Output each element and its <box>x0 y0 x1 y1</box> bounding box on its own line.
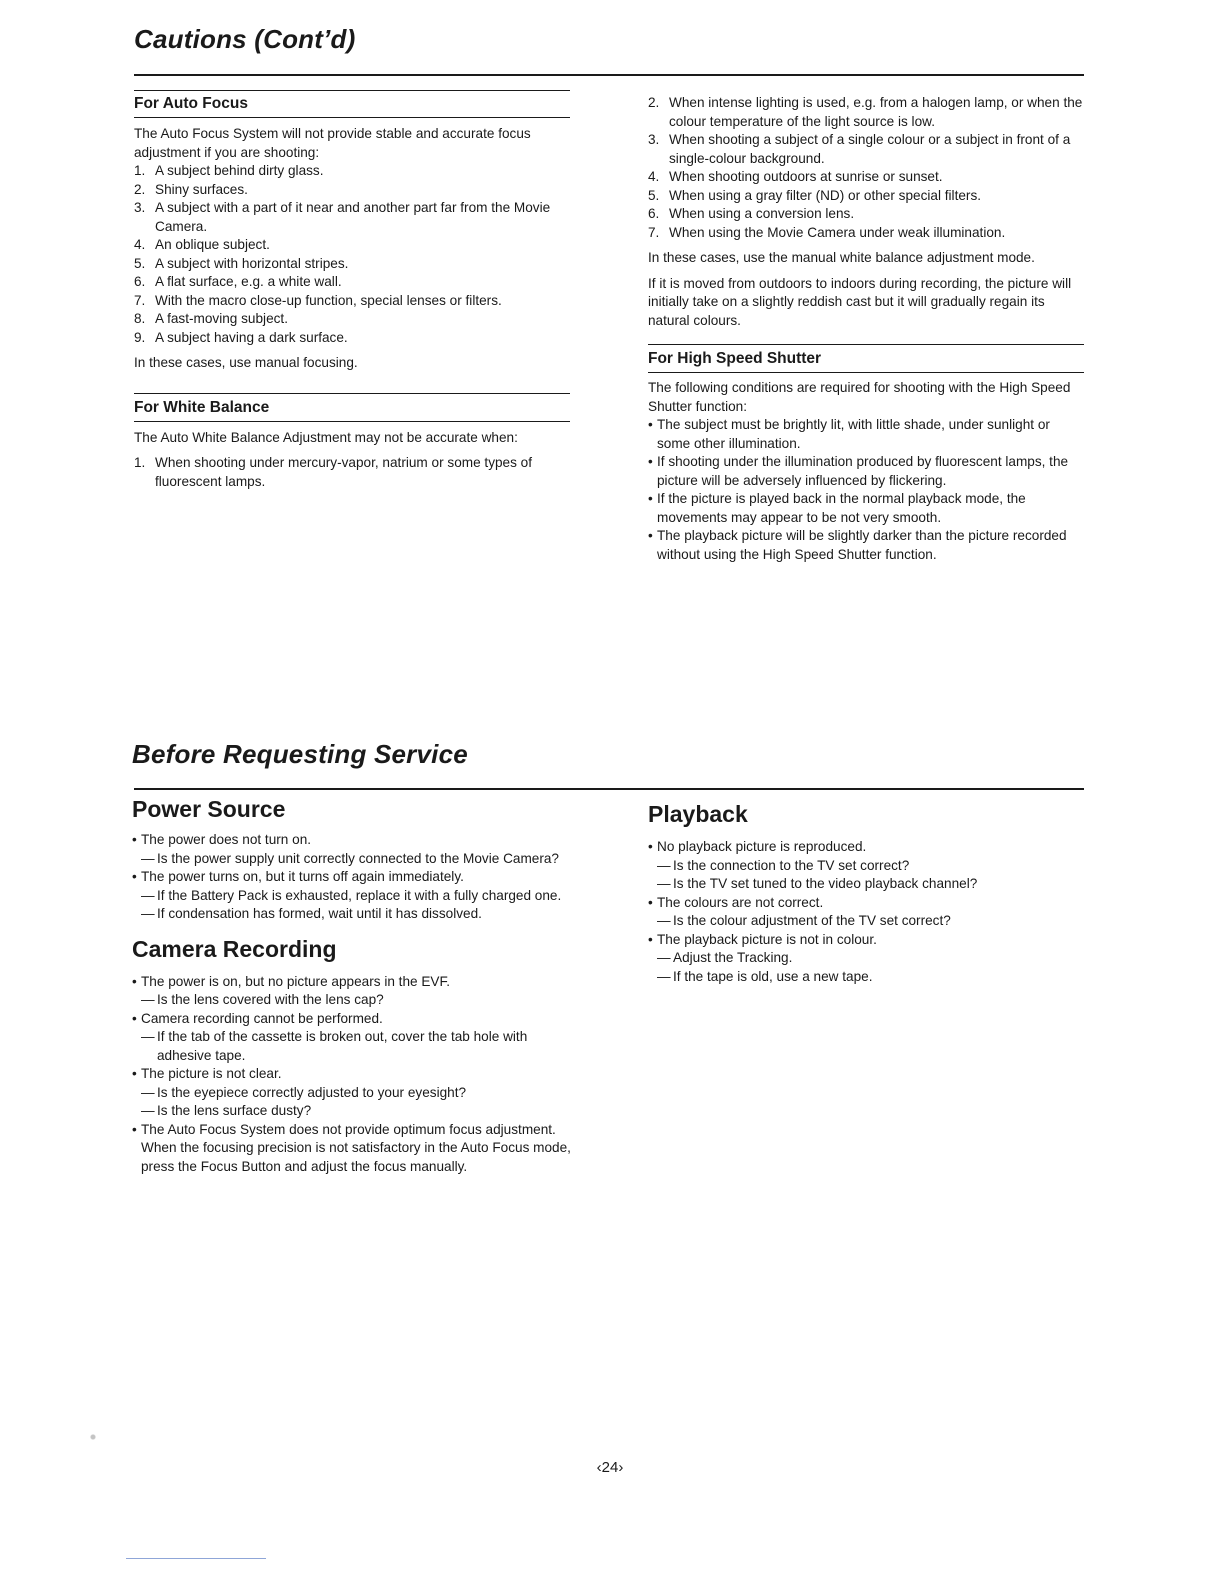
list-item: — Is the power supply unit correctly connected to the Movie Camera? <box>141 850 559 866</box>
white-balance-outro-1: In these cases, use the manual white balance adjustment mode. <box>648 250 1035 265</box>
focus-note: When the focusing precision is not satisfactory in the Auto Focus mode, press the Focus Button and adjust the focus manually. <box>141 1140 571 1174</box>
list-item: 6. A flat surface, e.g. a white wall. <box>134 274 342 289</box>
list-item: — If the tape is old, use a new tape. <box>657 968 873 984</box>
list-item: 5. A subject with horizontal stripes. <box>134 255 349 271</box>
list-item: 7. When using the Movie Camera under weak illumination. <box>648 224 1006 240</box>
list-item: — Is the lens covered with the lens cap? <box>141 992 384 1007</box>
service-left-column <box>132 796 572 1176</box>
service-title: Before Requesting Service <box>132 739 468 769</box>
list-item: — If the Battery Pack is exhausted, replace it with a fully charged one. <box>141 887 562 903</box>
page-number: ‹24› <box>596 1459 624 1476</box>
white-balance-heading: For White Balance <box>134 398 270 416</box>
list-item: 7. With the macro close-up function, special lenses or filters. <box>134 292 502 308</box>
high-speed-intro: The following conditions are required for shooting with the High Speed Shutter function: <box>648 380 1071 414</box>
list-item: • The subject must be brightly lit, with little shade, under sunlight or some other illumination. <box>648 416 1084 453</box>
white-balance-intro: The Auto White Balance Adjustment may not be accurate when: <box>134 429 518 445</box>
auto-focus-list <box>134 162 570 347</box>
list-item: 4. An oblique subject. <box>134 237 270 252</box>
cautions-right-column <box>648 94 1084 564</box>
white-balance-under-rule <box>134 421 570 422</box>
list-item: 1. When shooting under mercury-vapor, natrium or some types of fluorescent lamps. <box>134 455 533 489</box>
list-item: — Is the colour adjustment of the TV set correct? <box>657 913 951 928</box>
list-item: 4. When shooting outdoors at sunrise or sunset. <box>648 169 943 184</box>
auto-focus-intro: The Auto Focus System will not provide stable and accurate focus adjustment if you are shooting: <box>134 126 531 160</box>
service-title-rule <box>134 788 1084 790</box>
list-item: • The playback picture is not in colour. <box>648 931 1084 950</box>
auto-focus-under-rule <box>134 117 570 118</box>
list-item: • The picture is not clear. <box>132 1065 572 1084</box>
list-item: 3. A subject with a part of it near and another part far from the Movie Camera. <box>134 200 551 234</box>
list-item: 6. When using a conversion lens. <box>648 206 855 221</box>
list-item: • The power turns on, but it turns off again immediately. <box>132 868 572 887</box>
white-balance-list-part1 <box>134 454 570 491</box>
cautions-title: Cautions (Cont’d) <box>134 24 356 54</box>
cautions-left-column <box>134 90 570 491</box>
list-item: 2. Shiny surfaces. <box>134 181 248 197</box>
cautions-title-rule <box>134 74 1084 76</box>
high-speed-under-rule <box>648 372 1084 373</box>
list-item: — Is the TV set tuned to the video playback channel? <box>657 876 978 891</box>
list-item: • If the picture is played back in the normal playback mode, the movements may appear to be not very smooth. <box>648 490 1084 527</box>
auto-focus-outro: In these cases, use manual focusing. <box>134 355 358 370</box>
list-item: • Camera recording cannot be performed. <box>132 1010 572 1029</box>
list-item: — Is the eyepiece correctly adjusted to your eyesight? <box>141 1084 467 1100</box>
auto-focus-top-rule <box>134 90 570 91</box>
white-balance-list-part2 <box>648 94 1084 242</box>
playback-heading: Playback <box>648 801 748 827</box>
high-speed-heading: For High Speed Shutter <box>648 350 822 367</box>
list-item: 2. When intense lighting is used, e.g. from a halogen lamp, or when the colour temperature of the light source is low. <box>648 95 1083 129</box>
list-item: • The power does not turn on. <box>132 831 572 850</box>
list-item: • The playback picture will be slightly darker than the picture recorded without using the High Speed Shutter function. <box>648 527 1084 564</box>
list-item: • The power is on, but no picture appears in the EVF. <box>132 973 572 992</box>
list-item: 1. A subject behind dirty glass. <box>134 163 324 178</box>
list-item: — Adjust the Tracking. <box>657 950 793 965</box>
camera-recording-heading: Camera Recording <box>132 935 337 962</box>
list-item: — Is the connection to the TV set correct? <box>657 857 910 873</box>
list-item: 9. A subject having a dark surface. <box>134 329 348 345</box>
white-balance-outro-2: If it is moved from outdoors to indoors during recording, the picture will initially take on a slightly reddish cast but it will gradually regain its natural colours. <box>648 275 1072 328</box>
list-item: • If shooting under the illumination produced by fluorescent lamps, the picture will be adversely influenced by flickering. <box>648 453 1084 490</box>
scan-edge-line <box>126 1558 266 1559</box>
power-source-heading: Power Source <box>132 796 286 822</box>
list-item: • The Auto Focus System does not provide optimum focus adjustment. <box>132 1121 572 1140</box>
list-item: • No playback picture is reproduced. <box>648 838 1084 857</box>
list-item: — Is the lens surface dusty? <box>141 1103 312 1118</box>
list-item: — If condensation has formed, wait until it has dissolved. <box>141 906 482 921</box>
service-right-column <box>648 801 1084 986</box>
scan-speck <box>86 1430 100 1444</box>
list-item: 5. When using a gray filter (ND) or other special filters. <box>648 187 982 203</box>
list-item: — If the tab of the cassette is broken out, cover the tab hole with adhesive tape. <box>141 1029 528 1063</box>
list-item: 8. A fast-moving subject. <box>134 311 288 326</box>
list-item: 3. When shooting a subject of a single colour or a subject in front of a single-colour background. <box>648 132 1071 166</box>
list-item: • The colours are not correct. <box>648 894 1084 913</box>
auto-focus-heading: For Auto Focus <box>134 95 248 112</box>
